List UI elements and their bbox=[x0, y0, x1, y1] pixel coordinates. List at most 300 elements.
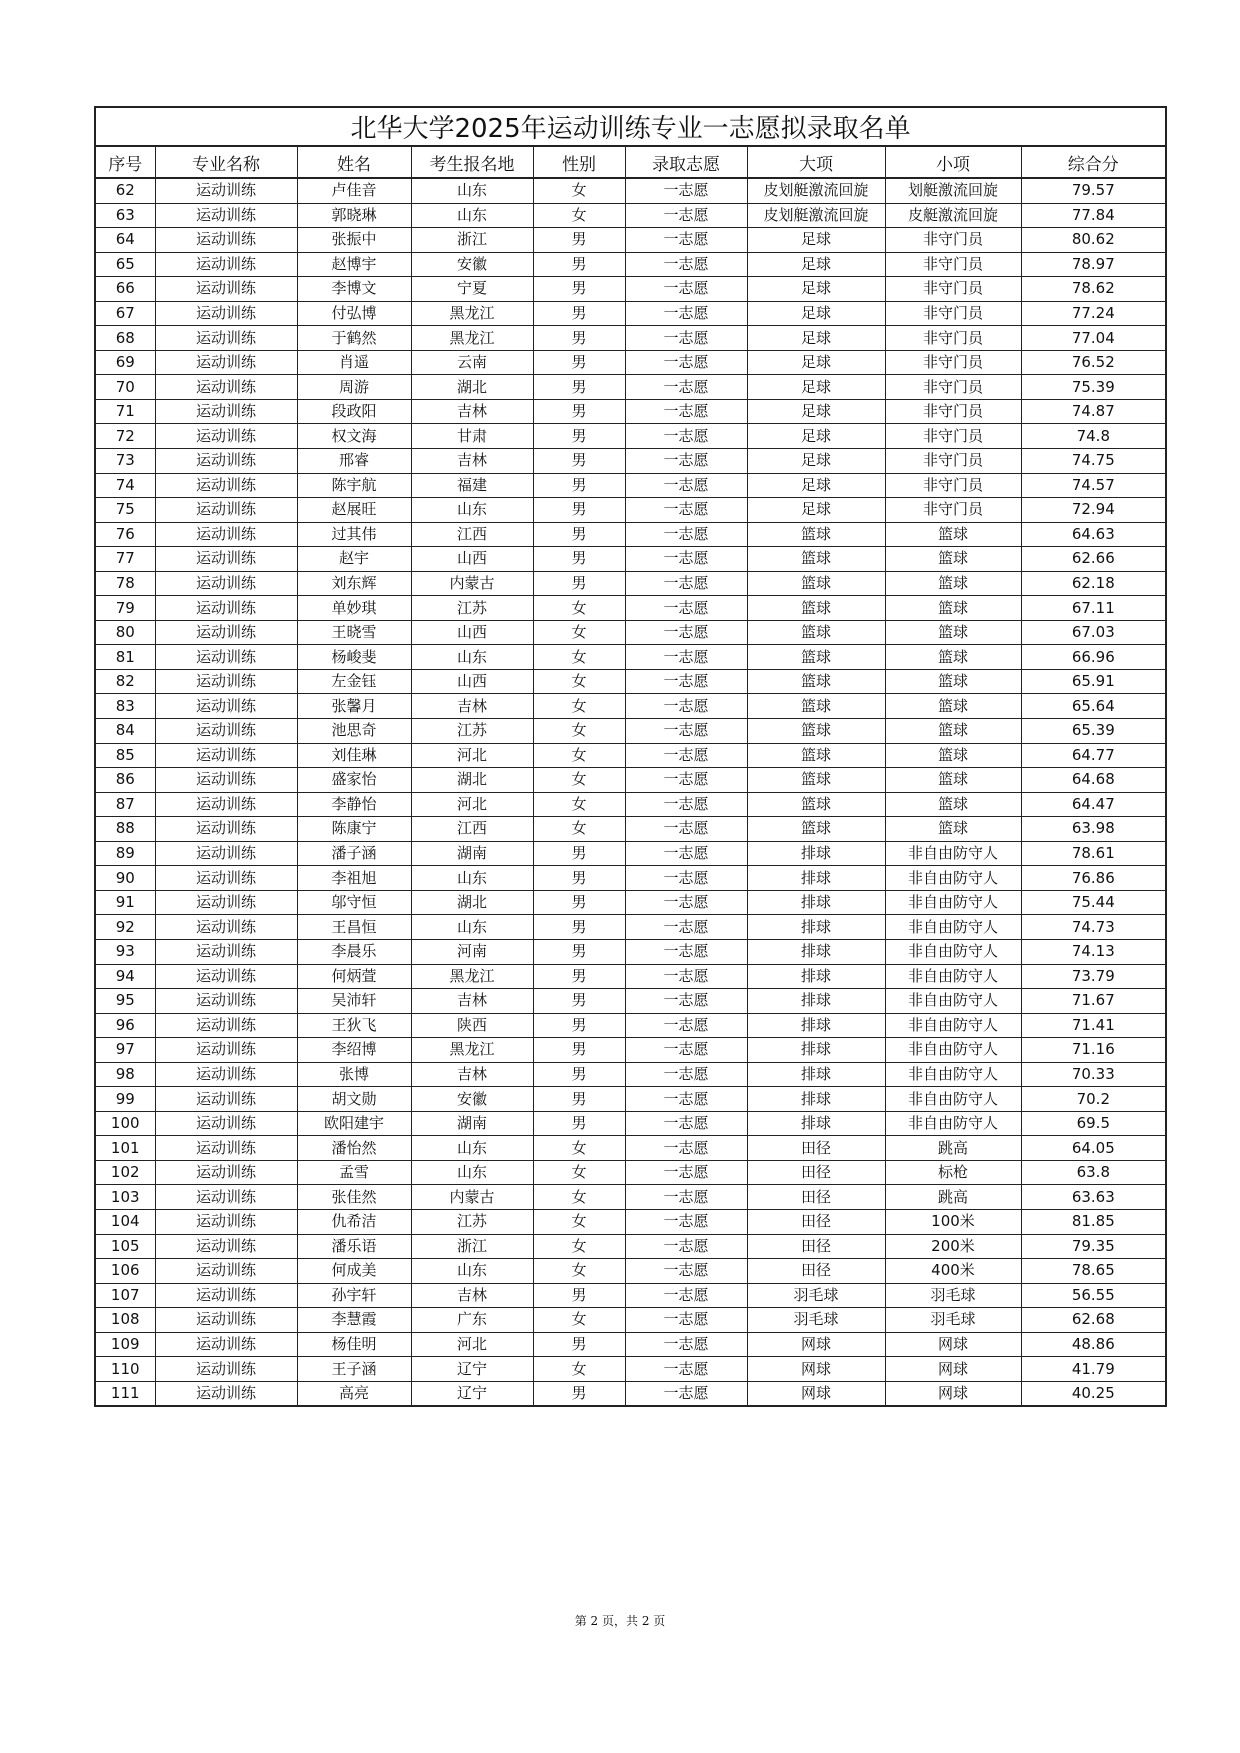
cell-col-no: 106 bbox=[95, 1259, 155, 1284]
cell-col-category: 排球 bbox=[747, 989, 885, 1014]
cell-col-no: 77 bbox=[95, 547, 155, 572]
cell-col-category: 足球 bbox=[747, 449, 885, 474]
cell-col-region: 黑龙江 bbox=[411, 301, 533, 326]
cell-col-event: 非自由防守人 bbox=[885, 1087, 1021, 1112]
cell-col-score: 74.8 bbox=[1021, 424, 1166, 449]
cell-col-score: 77.04 bbox=[1021, 326, 1166, 351]
table-row bbox=[95, 399, 1166, 424]
cell-col-major: 运动训练 bbox=[155, 522, 297, 547]
cell-col-choice: 一志愿 bbox=[625, 277, 747, 302]
cell-col-event: 非守门员 bbox=[885, 498, 1021, 523]
cell-col-region: 黑龙江 bbox=[411, 964, 533, 989]
cell-col-category: 篮球 bbox=[747, 792, 885, 817]
cell-col-score: 79.35 bbox=[1021, 1234, 1166, 1259]
cell-col-score: 63.8 bbox=[1021, 1160, 1166, 1185]
cell-col-region: 山东 bbox=[411, 1259, 533, 1284]
cell-col-event: 非守门员 bbox=[885, 301, 1021, 326]
cell-col-category: 篮球 bbox=[747, 522, 885, 547]
cell-col-event: 篮球 bbox=[885, 768, 1021, 793]
cell-col-category: 足球 bbox=[747, 301, 885, 326]
cell-col-no: 107 bbox=[95, 1283, 155, 1308]
cell-col-major: 运动训练 bbox=[155, 1283, 297, 1308]
cell-col-choice: 一志愿 bbox=[625, 1209, 747, 1234]
cell-col-score: 72.94 bbox=[1021, 498, 1166, 523]
cell-col-region: 河北 bbox=[411, 792, 533, 817]
cell-col-choice: 一志愿 bbox=[625, 203, 747, 228]
cell-col-no: 64 bbox=[95, 228, 155, 253]
cell-col-gender: 女 bbox=[533, 1308, 625, 1333]
cell-col-event: 非守门员 bbox=[885, 228, 1021, 253]
cell-col-choice: 一志愿 bbox=[625, 964, 747, 989]
cell-col-name: 胡文勋 bbox=[297, 1087, 411, 1112]
table-row bbox=[95, 1332, 1166, 1357]
cell-col-category: 足球 bbox=[747, 498, 885, 523]
cell-col-score: 78.62 bbox=[1021, 277, 1166, 302]
cell-col-choice: 一志愿 bbox=[625, 1332, 747, 1357]
cell-col-no: 63 bbox=[95, 203, 155, 228]
cell-col-region: 河北 bbox=[411, 743, 533, 768]
cell-col-region: 山西 bbox=[411, 620, 533, 645]
header-col-choice: 录取志愿 bbox=[625, 146, 747, 178]
table-row bbox=[95, 1111, 1166, 1136]
cell-col-category: 排球 bbox=[747, 915, 885, 940]
cell-col-major: 运动训练 bbox=[155, 1332, 297, 1357]
page-footer: 第 2 页，共 2 页 bbox=[574, 1614, 666, 1628]
cell-col-gender: 女 bbox=[533, 719, 625, 744]
cell-col-gender: 男 bbox=[533, 473, 625, 498]
cell-col-category: 足球 bbox=[747, 228, 885, 253]
table-row bbox=[95, 1381, 1166, 1406]
cell-col-choice: 一志愿 bbox=[625, 866, 747, 891]
cell-col-name: 刘东辉 bbox=[297, 571, 411, 596]
cell-col-name: 李祖旭 bbox=[297, 866, 411, 891]
cell-col-gender: 男 bbox=[533, 449, 625, 474]
cell-col-gender: 女 bbox=[533, 1357, 625, 1382]
cell-col-event: 篮球 bbox=[885, 792, 1021, 817]
cell-col-gender: 男 bbox=[533, 1111, 625, 1136]
cell-col-major: 运动训练 bbox=[155, 1062, 297, 1087]
cell-col-event: 网球 bbox=[885, 1357, 1021, 1382]
cell-col-region: 山东 bbox=[411, 1136, 533, 1161]
cell-col-choice: 一志愿 bbox=[625, 449, 747, 474]
cell-col-name: 单妙琪 bbox=[297, 596, 411, 621]
cell-col-no: 98 bbox=[95, 1062, 155, 1087]
cell-col-name: 潘怡然 bbox=[297, 1136, 411, 1161]
cell-col-category: 篮球 bbox=[747, 571, 885, 596]
cell-col-region: 内蒙古 bbox=[411, 571, 533, 596]
cell-col-gender: 女 bbox=[533, 596, 625, 621]
cell-col-gender: 女 bbox=[533, 792, 625, 817]
cell-col-name: 盛家怡 bbox=[297, 768, 411, 793]
cell-col-choice: 一志愿 bbox=[625, 939, 747, 964]
cell-col-no: 72 bbox=[95, 424, 155, 449]
cell-col-choice: 一志愿 bbox=[625, 645, 747, 670]
cell-col-category: 足球 bbox=[747, 326, 885, 351]
table-row bbox=[95, 1087, 1166, 1112]
cell-col-score: 65.64 bbox=[1021, 694, 1166, 719]
cell-col-no: 100 bbox=[95, 1111, 155, 1136]
cell-col-gender: 男 bbox=[533, 841, 625, 866]
table-row bbox=[95, 547, 1166, 572]
cell-col-major: 运动训练 bbox=[155, 547, 297, 572]
cell-col-region: 黑龙江 bbox=[411, 1038, 533, 1063]
cell-col-choice: 一志愿 bbox=[625, 817, 747, 842]
cell-col-score: 41.79 bbox=[1021, 1357, 1166, 1382]
cell-col-event: 皮艇激流回旋 bbox=[885, 203, 1021, 228]
cell-col-name: 潘子涵 bbox=[297, 841, 411, 866]
cell-col-gender: 男 bbox=[533, 277, 625, 302]
cell-col-major: 运动训练 bbox=[155, 1038, 297, 1063]
cell-col-gender: 男 bbox=[533, 1038, 625, 1063]
table-row bbox=[95, 522, 1166, 547]
cell-col-score: 73.79 bbox=[1021, 964, 1166, 989]
cell-col-event: 网球 bbox=[885, 1332, 1021, 1357]
cell-col-category: 羽毛球 bbox=[747, 1283, 885, 1308]
cell-col-name: 王狄飞 bbox=[297, 1013, 411, 1038]
header-col-region: 考生报名地 bbox=[411, 146, 533, 178]
cell-col-score: 74.73 bbox=[1021, 915, 1166, 940]
cell-col-major: 运动训练 bbox=[155, 326, 297, 351]
cell-col-name: 陈宇航 bbox=[297, 473, 411, 498]
cell-col-choice: 一志愿 bbox=[625, 178, 747, 203]
cell-col-region: 河南 bbox=[411, 939, 533, 964]
cell-col-no: 62 bbox=[95, 178, 155, 203]
cell-col-region: 山东 bbox=[411, 498, 533, 523]
cell-col-major: 运动训练 bbox=[155, 1087, 297, 1112]
cell-col-name: 张振中 bbox=[297, 228, 411, 253]
table-row bbox=[95, 964, 1166, 989]
cell-col-category: 田径 bbox=[747, 1234, 885, 1259]
cell-col-region: 福建 bbox=[411, 473, 533, 498]
cell-col-name: 王昌恒 bbox=[297, 915, 411, 940]
cell-col-choice: 一志愿 bbox=[625, 375, 747, 400]
cell-col-no: 91 bbox=[95, 890, 155, 915]
cell-col-choice: 一志愿 bbox=[625, 301, 747, 326]
header-col-name: 姓名 bbox=[297, 146, 411, 178]
cell-col-event: 非自由防守人 bbox=[885, 1111, 1021, 1136]
cell-col-choice: 一志愿 bbox=[625, 228, 747, 253]
cell-col-region: 吉林 bbox=[411, 399, 533, 424]
cell-col-region: 宁夏 bbox=[411, 277, 533, 302]
cell-col-gender: 男 bbox=[533, 424, 625, 449]
cell-col-score: 64.68 bbox=[1021, 768, 1166, 793]
cell-col-choice: 一志愿 bbox=[625, 768, 747, 793]
cell-col-no: 108 bbox=[95, 1308, 155, 1333]
cell-col-gender: 女 bbox=[533, 645, 625, 670]
cell-col-gender: 女 bbox=[533, 1209, 625, 1234]
cell-col-score: 56.55 bbox=[1021, 1283, 1166, 1308]
table-row bbox=[95, 1062, 1166, 1087]
cell-col-gender: 男 bbox=[533, 915, 625, 940]
cell-col-name: 孙宇轩 bbox=[297, 1283, 411, 1308]
table-row bbox=[95, 277, 1166, 302]
cell-col-event: 跳高 bbox=[885, 1185, 1021, 1210]
cell-col-choice: 一志愿 bbox=[625, 620, 747, 645]
cell-col-gender: 男 bbox=[533, 964, 625, 989]
cell-col-major: 运动训练 bbox=[155, 719, 297, 744]
cell-col-region: 辽宁 bbox=[411, 1357, 533, 1382]
cell-col-choice: 一志愿 bbox=[625, 841, 747, 866]
cell-col-region: 山东 bbox=[411, 915, 533, 940]
cell-col-no: 93 bbox=[95, 939, 155, 964]
cell-col-name: 何炳萱 bbox=[297, 964, 411, 989]
cell-col-choice: 一志愿 bbox=[625, 1013, 747, 1038]
cell-col-major: 运动训练 bbox=[155, 890, 297, 915]
header-col-major: 专业名称 bbox=[155, 146, 297, 178]
table-row bbox=[95, 571, 1166, 596]
header-col-event: 小项 bbox=[885, 146, 1021, 178]
cell-col-no: 82 bbox=[95, 669, 155, 694]
cell-col-category: 排球 bbox=[747, 939, 885, 964]
cell-col-category: 篮球 bbox=[747, 768, 885, 793]
cell-col-name: 张博 bbox=[297, 1062, 411, 1087]
cell-col-region: 安徽 bbox=[411, 252, 533, 277]
cell-col-region: 黑龙江 bbox=[411, 326, 533, 351]
cell-col-no: 101 bbox=[95, 1136, 155, 1161]
cell-col-choice: 一志愿 bbox=[625, 1234, 747, 1259]
cell-col-region: 湖北 bbox=[411, 375, 533, 400]
cell-col-score: 77.24 bbox=[1021, 301, 1166, 326]
table-row bbox=[95, 178, 1166, 203]
cell-col-score: 70.33 bbox=[1021, 1062, 1166, 1087]
cell-col-score: 75.39 bbox=[1021, 375, 1166, 400]
cell-col-region: 湖北 bbox=[411, 890, 533, 915]
cell-col-score: 64.63 bbox=[1021, 522, 1166, 547]
cell-col-choice: 一志愿 bbox=[625, 1308, 747, 1333]
cell-col-region: 山西 bbox=[411, 547, 533, 572]
cell-col-no: 105 bbox=[95, 1234, 155, 1259]
cell-col-category: 网球 bbox=[747, 1381, 885, 1406]
cell-col-no: 71 bbox=[95, 399, 155, 424]
cell-col-name: 欧阳建宇 bbox=[297, 1111, 411, 1136]
cell-col-gender: 男 bbox=[533, 547, 625, 572]
cell-col-score: 71.16 bbox=[1021, 1038, 1166, 1063]
cell-col-major: 运动训练 bbox=[155, 277, 297, 302]
cell-col-no: 95 bbox=[95, 989, 155, 1014]
cell-col-category: 田径 bbox=[747, 1259, 885, 1284]
cell-col-name: 王晓雪 bbox=[297, 620, 411, 645]
cell-col-no: 75 bbox=[95, 498, 155, 523]
cell-col-gender: 男 bbox=[533, 866, 625, 891]
cell-col-score: 63.63 bbox=[1021, 1185, 1166, 1210]
cell-col-category: 篮球 bbox=[747, 547, 885, 572]
cell-col-category: 足球 bbox=[747, 350, 885, 375]
cell-col-choice: 一志愿 bbox=[625, 399, 747, 424]
cell-col-category: 皮划艇激流回旋 bbox=[747, 203, 885, 228]
cell-col-name: 孟雪 bbox=[297, 1160, 411, 1185]
cell-col-gender: 女 bbox=[533, 620, 625, 645]
cell-col-name: 吴沛轩 bbox=[297, 989, 411, 1014]
cell-col-choice: 一志愿 bbox=[625, 522, 747, 547]
cell-col-major: 运动训练 bbox=[155, 473, 297, 498]
cell-col-name: 李博文 bbox=[297, 277, 411, 302]
cell-col-name: 段政阳 bbox=[297, 399, 411, 424]
cell-col-major: 运动训练 bbox=[155, 939, 297, 964]
cell-col-event: 非自由防守人 bbox=[885, 989, 1021, 1014]
table-row bbox=[95, 939, 1166, 964]
cell-col-no: 90 bbox=[95, 866, 155, 891]
cell-col-event: 篮球 bbox=[885, 645, 1021, 670]
cell-col-score: 76.52 bbox=[1021, 350, 1166, 375]
cell-col-gender: 女 bbox=[533, 1259, 625, 1284]
table-row bbox=[95, 694, 1166, 719]
table-row bbox=[95, 375, 1166, 400]
table-row bbox=[95, 915, 1166, 940]
cell-col-region: 湖南 bbox=[411, 841, 533, 866]
cell-col-no: 94 bbox=[95, 964, 155, 989]
table-row bbox=[95, 424, 1166, 449]
cell-col-region: 湖北 bbox=[411, 768, 533, 793]
cell-col-no: 69 bbox=[95, 350, 155, 375]
cell-col-name: 过其伟 bbox=[297, 522, 411, 547]
cell-col-event: 非自由防守人 bbox=[885, 841, 1021, 866]
cell-col-name: 周游 bbox=[297, 375, 411, 400]
cell-col-event: 非守门员 bbox=[885, 424, 1021, 449]
table-row bbox=[95, 1038, 1166, 1063]
cell-col-event: 篮球 bbox=[885, 522, 1021, 547]
cell-col-event: 400米 bbox=[885, 1259, 1021, 1284]
cell-col-event: 非守门员 bbox=[885, 252, 1021, 277]
cell-col-score: 78.97 bbox=[1021, 252, 1166, 277]
cell-col-score: 78.65 bbox=[1021, 1259, 1166, 1284]
cell-col-category: 排球 bbox=[747, 1111, 885, 1136]
cell-col-major: 运动训练 bbox=[155, 1234, 297, 1259]
cell-col-region: 甘肃 bbox=[411, 424, 533, 449]
cell-col-region: 辽宁 bbox=[411, 1381, 533, 1406]
cell-col-gender: 女 bbox=[533, 1234, 625, 1259]
cell-col-region: 湖南 bbox=[411, 1111, 533, 1136]
table-row bbox=[95, 596, 1166, 621]
cell-col-major: 运动训练 bbox=[155, 620, 297, 645]
cell-col-event: 篮球 bbox=[885, 547, 1021, 572]
table-row bbox=[95, 743, 1166, 768]
cell-col-region: 浙江 bbox=[411, 1234, 533, 1259]
cell-col-event: 非守门员 bbox=[885, 449, 1021, 474]
table-row bbox=[95, 252, 1166, 277]
cell-col-name: 肖遥 bbox=[297, 350, 411, 375]
cell-col-choice: 一志愿 bbox=[625, 252, 747, 277]
cell-col-event: 篮球 bbox=[885, 620, 1021, 645]
table-row bbox=[95, 792, 1166, 817]
cell-col-event: 非自由防守人 bbox=[885, 1062, 1021, 1087]
cell-col-region: 吉林 bbox=[411, 989, 533, 1014]
cell-col-score: 65.91 bbox=[1021, 669, 1166, 694]
table-row bbox=[95, 326, 1166, 351]
cell-col-score: 80.62 bbox=[1021, 228, 1166, 253]
cell-col-major: 运动训练 bbox=[155, 1259, 297, 1284]
cell-col-category: 篮球 bbox=[747, 645, 885, 670]
cell-col-gender: 女 bbox=[533, 817, 625, 842]
table-row bbox=[95, 1234, 1166, 1259]
cell-col-score: 75.44 bbox=[1021, 890, 1166, 915]
cell-col-no: 104 bbox=[95, 1209, 155, 1234]
table-row bbox=[95, 498, 1166, 523]
cell-col-no: 68 bbox=[95, 326, 155, 351]
cell-col-major: 运动训练 bbox=[155, 1308, 297, 1333]
table-row bbox=[95, 301, 1166, 326]
cell-col-choice: 一志愿 bbox=[625, 1111, 747, 1136]
cell-col-name: 赵博宇 bbox=[297, 252, 411, 277]
cell-col-category: 网球 bbox=[747, 1357, 885, 1382]
cell-col-event: 网球 bbox=[885, 1381, 1021, 1406]
cell-col-gender: 女 bbox=[533, 669, 625, 694]
cell-col-region: 山西 bbox=[411, 669, 533, 694]
table-row bbox=[95, 890, 1166, 915]
cell-col-score: 63.98 bbox=[1021, 817, 1166, 842]
table-row bbox=[95, 669, 1166, 694]
cell-col-no: 86 bbox=[95, 768, 155, 793]
cell-col-name: 郭晓琳 bbox=[297, 203, 411, 228]
cell-col-no: 84 bbox=[95, 719, 155, 744]
cell-col-major: 运动训练 bbox=[155, 669, 297, 694]
cell-col-region: 内蒙古 bbox=[411, 1185, 533, 1210]
cell-col-major: 运动训练 bbox=[155, 203, 297, 228]
cell-col-major: 运动训练 bbox=[155, 424, 297, 449]
cell-col-name: 赵展旺 bbox=[297, 498, 411, 523]
cell-col-no: 87 bbox=[95, 792, 155, 817]
header-col-score: 综合分 bbox=[1021, 146, 1166, 178]
cell-col-no: 89 bbox=[95, 841, 155, 866]
cell-col-no: 81 bbox=[95, 645, 155, 670]
cell-col-choice: 一志愿 bbox=[625, 669, 747, 694]
cell-col-name: 高亮 bbox=[297, 1381, 411, 1406]
cell-col-event: 非自由防守人 bbox=[885, 1013, 1021, 1038]
cell-col-major: 运动训练 bbox=[155, 866, 297, 891]
cell-col-choice: 一志愿 bbox=[625, 596, 747, 621]
cell-col-name: 池思奇 bbox=[297, 719, 411, 744]
cell-col-score: 69.5 bbox=[1021, 1111, 1166, 1136]
cell-col-no: 103 bbox=[95, 1185, 155, 1210]
cell-col-choice: 一志愿 bbox=[625, 547, 747, 572]
cell-col-category: 排球 bbox=[747, 1062, 885, 1087]
cell-col-major: 运动训练 bbox=[155, 350, 297, 375]
cell-col-major: 运动训练 bbox=[155, 399, 297, 424]
cell-col-region: 山东 bbox=[411, 203, 533, 228]
cell-col-name: 李慧霞 bbox=[297, 1308, 411, 1333]
cell-col-region: 陕西 bbox=[411, 1013, 533, 1038]
cell-col-major: 运动训练 bbox=[155, 989, 297, 1014]
cell-col-major: 运动训练 bbox=[155, 1185, 297, 1210]
cell-col-score: 64.47 bbox=[1021, 792, 1166, 817]
table-row bbox=[95, 449, 1166, 474]
cell-col-region: 山东 bbox=[411, 645, 533, 670]
cell-col-region: 山东 bbox=[411, 866, 533, 891]
cell-col-region: 吉林 bbox=[411, 1062, 533, 1087]
cell-col-category: 足球 bbox=[747, 399, 885, 424]
cell-col-score: 62.68 bbox=[1021, 1308, 1166, 1333]
cell-col-major: 运动训练 bbox=[155, 1160, 297, 1185]
cell-col-major: 运动训练 bbox=[155, 1136, 297, 1161]
cell-col-score: 64.05 bbox=[1021, 1136, 1166, 1161]
cell-col-major: 运动训练 bbox=[155, 252, 297, 277]
cell-col-choice: 一志愿 bbox=[625, 571, 747, 596]
cell-col-no: 85 bbox=[95, 743, 155, 768]
cell-col-category: 排球 bbox=[747, 1087, 885, 1112]
cell-col-score: 70.2 bbox=[1021, 1087, 1166, 1112]
cell-col-score: 65.39 bbox=[1021, 719, 1166, 744]
table-row bbox=[95, 719, 1166, 744]
cell-col-choice: 一志愿 bbox=[625, 424, 747, 449]
cell-col-gender: 男 bbox=[533, 498, 625, 523]
cell-col-major: 运动训练 bbox=[155, 596, 297, 621]
cell-col-no: 111 bbox=[95, 1381, 155, 1406]
cell-col-category: 排球 bbox=[747, 964, 885, 989]
table-header-row bbox=[95, 146, 1166, 178]
cell-col-category: 篮球 bbox=[747, 596, 885, 621]
table-row bbox=[95, 989, 1166, 1014]
cell-col-category: 排球 bbox=[747, 866, 885, 891]
table-row bbox=[95, 1160, 1166, 1185]
